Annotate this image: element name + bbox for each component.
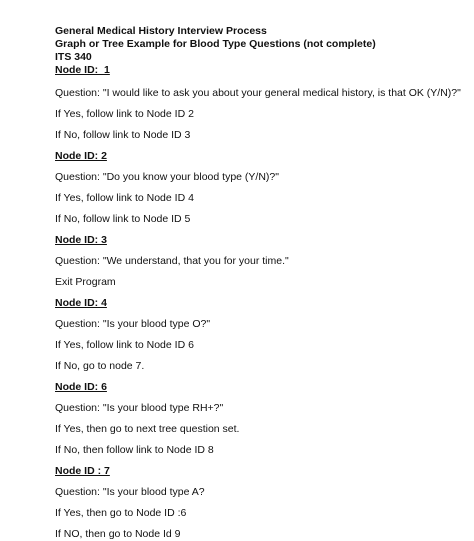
- node-6-no: If No, then follow link to Node ID 8: [55, 444, 214, 456]
- node-heading-6: Node ID: 6: [55, 381, 107, 393]
- node-7-yes: If Yes, then go to Node ID :6: [55, 507, 187, 519]
- node-1-yes: If Yes, follow link to Node ID 2: [55, 108, 194, 120]
- node-1-no: If No, follow link to Node ID 3: [55, 129, 191, 141]
- node-heading-7: Node ID : 7: [55, 465, 110, 477]
- node-7-question: Question: "Is your blood type A?: [55, 486, 205, 498]
- document-page: [55, 25, 465, 541]
- node-6-yes: If Yes, then go to next tree question set.: [55, 423, 240, 435]
- node-heading-3: Node ID: 3: [55, 234, 107, 246]
- node-1-question: Question: "I would like to ask you about your general medical history, is that OK (Y/N)?": [55, 87, 461, 99]
- node-4-no: If No, go to node 7.: [55, 360, 145, 372]
- node-7-no: If NO, then go to Node Id 9: [55, 528, 181, 540]
- node-2-question: Question: "Do you know your blood type (Y/N)?": [55, 171, 279, 183]
- node-3-question: Question: "We understand, that you for your time.": [55, 255, 289, 267]
- node-2-yes: If Yes, follow link to Node ID 4: [55, 192, 194, 204]
- node-4-yes: If Yes, follow link to Node ID 6: [55, 339, 194, 351]
- document-subtitle: Graph or Tree Example for Blood Type Questions (not complete): [55, 38, 376, 50]
- node-heading-2: Node ID: 2: [55, 150, 107, 162]
- node-3-exit: Exit Program: [55, 276, 116, 288]
- node-heading-4: Node ID: 4: [55, 297, 107, 309]
- node-6-question: Question: "Is your blood type RH+?": [55, 402, 224, 414]
- document-title: General Medical History Interview Process: [55, 25, 267, 37]
- node-heading-1: Node ID: 1: [55, 64, 110, 76]
- course-code: ITS 340: [55, 51, 92, 63]
- node-4-question: Question: "Is your blood type O?": [55, 318, 211, 330]
- node-2-no: If No, follow link to Node ID 5: [55, 213, 191, 225]
